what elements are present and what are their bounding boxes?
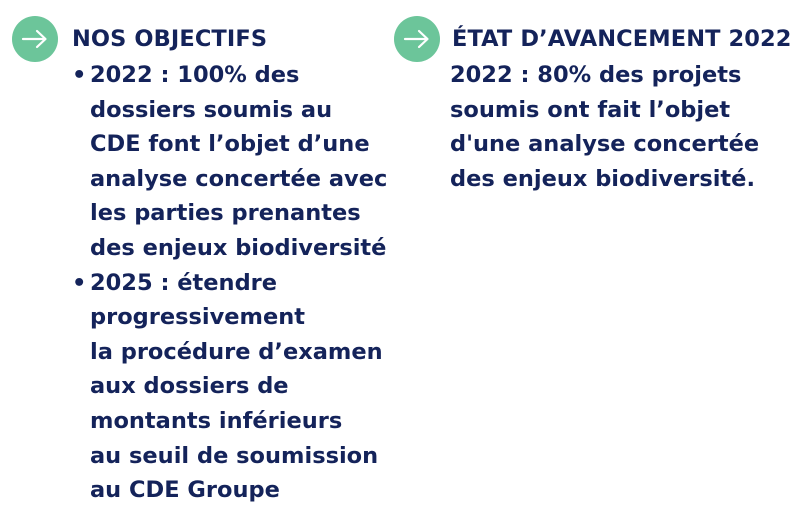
objective-line: la procédure d’examen: [90, 338, 383, 365]
progress-line: soumis ont fait l’objet: [450, 96, 731, 123]
objective-line: des enjeux biodiversité: [90, 234, 387, 261]
arrow-right-icon: [394, 16, 440, 62]
bullet-icon: •: [72, 269, 87, 296]
arrow-right-icon: [12, 16, 58, 62]
objective-line: progressivement: [90, 304, 306, 331]
objective-line: montants inférieurs: [90, 407, 343, 434]
progress-text: [450, 58, 804, 196]
progress-line: d'une analyse concertée: [450, 131, 760, 158]
objectives-header: [12, 16, 392, 62]
objectives-section: [12, 16, 392, 508]
progress-line: 2022 : 80% des projets: [450, 62, 742, 88]
progress-title: ÉTAT D’AVANCEMENT 2022: [452, 26, 792, 52]
objectives-title: NOS OBJECTIFS: [72, 26, 268, 52]
progress-header: [394, 16, 804, 62]
objective-line: 2025 : étendre: [90, 269, 278, 296]
objective-line: dossiers soumis au: [90, 96, 333, 123]
progress-line: des enjeux biodiversité.: [450, 165, 755, 192]
objective-item: [12, 58, 392, 266]
objective-item: [12, 266, 392, 508]
objective-line: CDE font l’objet d’une: [90, 131, 370, 158]
objective-line: aux dossiers de: [90, 373, 289, 400]
objectives-list: [12, 58, 392, 508]
objective-line: les parties prenantes: [90, 200, 361, 227]
progress-section: [394, 16, 804, 196]
bullet-icon: •: [72, 62, 87, 88]
objective-line: au CDE Groupe: [90, 477, 280, 504]
objective-line: au seuil de soumission: [90, 442, 379, 469]
objective-line: analyse concertée avec: [90, 165, 388, 192]
objective-line: 2022 : 100% des: [90, 62, 300, 88]
